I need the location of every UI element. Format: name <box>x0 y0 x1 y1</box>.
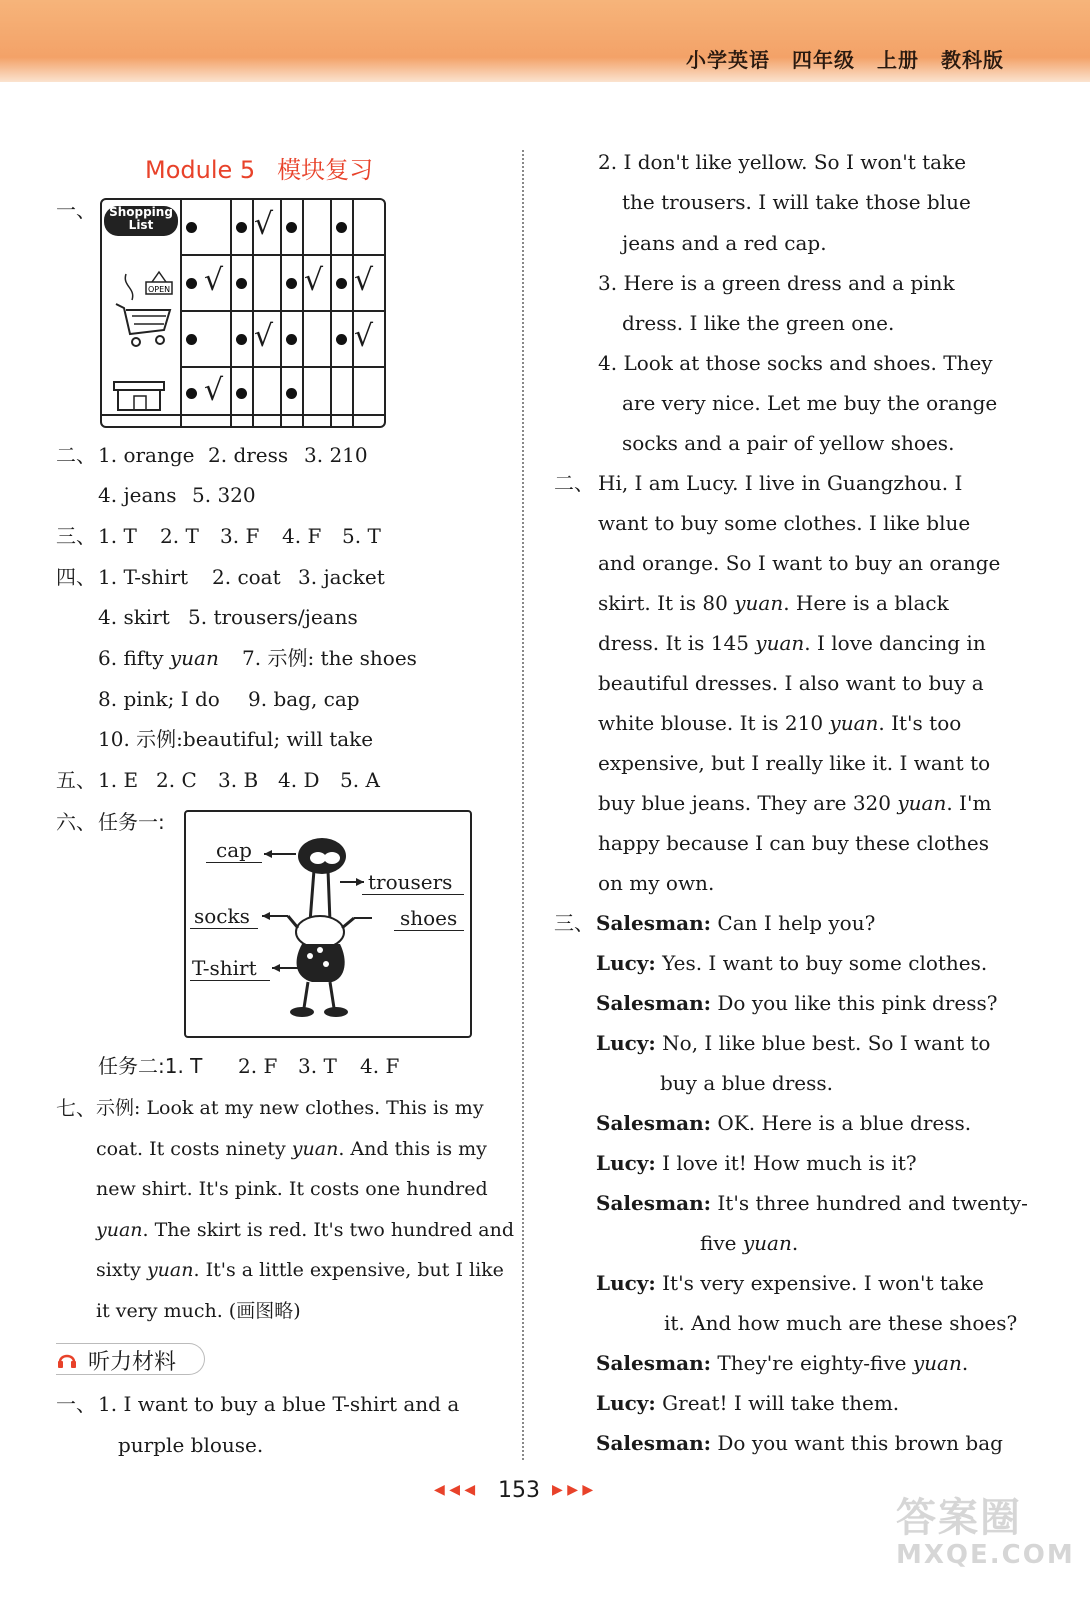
answer: 5. A <box>340 768 380 792</box>
speaker: Salesman: <box>596 1191 712 1215</box>
shopping-grid <box>100 198 386 428</box>
answer: 2. F <box>238 1054 278 1078</box>
speaker: Salesman: <box>596 1111 712 1135</box>
clothes-diagram <box>184 810 472 1038</box>
dot <box>286 334 297 345</box>
listening-section-2-label: 二、 <box>554 471 594 495</box>
dialog-text: OK. Here is a blue dress. <box>717 1111 972 1135</box>
listening-line: purple blouse. <box>118 1433 264 1457</box>
watermark-url: MXQE.COM <box>896 1540 1075 1570</box>
answer-text: 6. fifty <box>98 646 170 670</box>
passage-line <box>598 591 949 615</box>
answer: 1. orange <box>98 443 195 467</box>
passage-text: . I'm <box>946 791 992 815</box>
page-title <box>145 150 373 185</box>
dot <box>186 334 197 345</box>
essay-line: new shirt. It's pink. It costs one hundred <box>96 1178 488 1200</box>
section-7-label: 七、 <box>56 1096 96 1120</box>
listening-line: dress. I like the green one. <box>622 311 895 335</box>
passage-text: white blouse. It is 210 <box>598 711 830 735</box>
essay-line: it very much. (画图略) <box>96 1300 301 1322</box>
dot <box>236 388 247 399</box>
check-mark: √ <box>204 373 224 408</box>
label-shoes: shoes <box>400 906 458 930</box>
answer: 4. D <box>278 768 320 792</box>
dot <box>236 222 247 233</box>
dialog-line <box>700 1231 798 1255</box>
dialog-line <box>596 1031 990 1055</box>
passage-line <box>598 631 986 655</box>
passage-line: want to buy some clothes. I like blue <box>598 511 971 535</box>
watermark-logo: 答案圈 <box>896 1495 1022 1541</box>
section-2-label: 二、 <box>56 443 96 467</box>
answer: 1. E <box>98 768 139 792</box>
dialog-line <box>596 991 997 1015</box>
listening-line: are very nice. Let me buy the orange <box>622 391 998 415</box>
speaker: Salesman: <box>596 1431 712 1455</box>
essay-line <box>96 1218 514 1242</box>
answer: 10. 示例:beautiful; will take <box>98 727 374 751</box>
essay-line <box>96 1137 487 1161</box>
yuan-italic: yuan <box>742 1231 792 1255</box>
headphones-icon <box>56 1348 78 1370</box>
listening-header <box>56 1343 205 1375</box>
dialog-text: Do you want this brown bag <box>717 1431 1003 1455</box>
passage-line <box>598 711 961 735</box>
answer: 3. B <box>218 768 259 792</box>
essay-text: . It's a little expensive, but I like <box>193 1259 504 1281</box>
dot <box>236 334 247 345</box>
passage-line: happy because I can buy these clothes <box>598 831 989 855</box>
yuan-italic: yuan <box>912 1351 962 1375</box>
dialog-text: five <box>700 1231 743 1255</box>
answer: 3. F <box>220 524 260 548</box>
answer: 5. 320 <box>192 483 256 507</box>
dialog-text: I love it! How much is it? <box>662 1151 917 1175</box>
label-tshirt: T-shirt <box>192 956 257 980</box>
dialog-line: buy a blue dress. <box>660 1071 833 1095</box>
section-4-label: 四、 <box>56 565 96 589</box>
answer: 4. F <box>360 1054 400 1078</box>
answer: 2. T <box>160 524 199 548</box>
module-subtitle: 模块复习 <box>277 156 374 184</box>
listening-section-1-label: 一、 <box>56 1392 96 1416</box>
speaker: Lucy: <box>596 1391 656 1415</box>
section-6-label: 六、 <box>56 810 96 834</box>
passage-text: skirt. It is 80 <box>598 591 735 615</box>
dot <box>286 222 297 233</box>
shopping-cart-icon <box>106 264 178 356</box>
dialog-line: it. And how much are these shoes? <box>664 1311 1018 1335</box>
section-3-label: 三、 <box>56 524 96 548</box>
passage-line: on my own. <box>598 871 715 895</box>
right-arrows-icon: ▶ ▶ ▶ <box>552 1482 594 1498</box>
listening-line: 1. I want to buy a blue T-shirt and a <box>98 1392 460 1416</box>
check-mark: √ <box>354 319 374 354</box>
listening-line: 4. Look at those socks and shoes. They <box>598 351 993 375</box>
answer: 4. skirt <box>98 605 170 629</box>
dot <box>186 222 197 233</box>
dialog-text: Do you like this pink dress? <box>717 991 998 1015</box>
edition: 教科版 <box>941 48 1004 72</box>
essay-line <box>96 1258 504 1282</box>
dialog-line <box>596 951 987 975</box>
check-mark: √ <box>254 207 274 242</box>
dialog-line <box>596 1151 917 1175</box>
badge-line2: List <box>128 218 154 232</box>
dialog-line <box>596 1431 1003 1455</box>
speaker: Lucy: <box>596 1151 656 1175</box>
speaker: Salesman: <box>596 1351 712 1375</box>
listening-title: 听力材料 <box>88 1350 177 1375</box>
label-socks: socks <box>194 904 250 928</box>
speaker: Salesman: <box>596 911 712 935</box>
module-name: Module 5 <box>145 156 256 184</box>
volume: 上册 <box>877 48 919 72</box>
yuan-italic: yuan <box>96 1219 143 1241</box>
check-mark: √ <box>354 263 374 298</box>
header-banner <box>0 0 1090 82</box>
answer: 9. bag, cap <box>248 687 360 711</box>
answer: 1. T <box>98 524 137 548</box>
answer: 2. dress <box>208 443 289 467</box>
dialog-text: Yes. I want to buy some clothes. <box>662 951 988 975</box>
dot <box>236 278 247 289</box>
dialog-line <box>596 1191 1028 1215</box>
yuan-italic: yuan <box>755 631 805 655</box>
listening-line: socks and a pair of yellow shoes. <box>622 431 955 455</box>
essay-text: coat. It costs ninety <box>96 1138 292 1160</box>
speaker: Lucy: <box>596 1031 656 1055</box>
speaker: Salesman: <box>596 991 712 1015</box>
answer: 2. coat <box>212 565 281 589</box>
page-number: 153 <box>498 1478 540 1503</box>
listening-line: jeans and a red cap. <box>622 231 827 255</box>
answer: 4. F <box>282 524 322 548</box>
grade: 四年级 <box>792 48 855 72</box>
bird-character-icon <box>262 832 372 1022</box>
dot <box>336 222 347 233</box>
dialog-text: Can I help you? <box>717 911 876 935</box>
dialog-line <box>596 911 875 935</box>
task-2-label: 任务二:1. T <box>98 1054 203 1078</box>
dot <box>286 388 297 399</box>
column-divider <box>522 150 524 1460</box>
listening-line: the trousers. I will take those blue <box>622 190 971 214</box>
passage-line: beautiful dresses. I also want to buy a <box>598 671 984 695</box>
yuan-italic: yuan <box>146 1259 194 1281</box>
period: . <box>791 1231 799 1255</box>
dialog-text: No, I like blue best. So I want to <box>662 1031 991 1055</box>
answer: 2. C <box>156 768 197 792</box>
book-title <box>664 44 1004 73</box>
passage-line: expensive, but I really like it. I want to <box>598 751 991 775</box>
dialog-text: Great! I will take them. <box>662 1391 900 1415</box>
dialog-text: It's three hundred and twenty- <box>717 1191 1028 1215</box>
answer: 7. 示例: the shoes <box>242 646 417 670</box>
passage-line <box>598 791 991 815</box>
shop-icon <box>108 376 174 412</box>
speaker: Lucy: <box>596 1271 656 1295</box>
yuan-italic: yuan <box>897 791 947 815</box>
section-5-label: 五、 <box>56 768 96 792</box>
passage-line: Hi, I am Lucy. I live in Guangzhou. I <box>598 471 963 495</box>
period: . <box>961 1351 969 1375</box>
dialog-line <box>596 1351 968 1375</box>
essay-text: . The skirt is red. It's two hundred and <box>142 1219 515 1241</box>
check-mark: √ <box>254 319 274 354</box>
listening-line: 2. I don't like yellow. So I won't take <box>598 150 967 174</box>
answer: 1. T-shirt <box>98 565 189 589</box>
label-cap: cap <box>216 838 252 862</box>
badge-line1: Shopping <box>109 205 173 219</box>
dialog-line <box>596 1391 899 1415</box>
answer: 4. jeans <box>98 483 177 507</box>
passage-text: . It's too <box>878 711 962 735</box>
listening-section-3-label: 三、 <box>554 911 594 935</box>
yuan-italic: yuan <box>291 1138 339 1160</box>
dot <box>336 334 347 345</box>
essay-text: . And this is my <box>338 1138 487 1160</box>
answer: 3. jacket <box>298 565 385 589</box>
essay-text: sixty <box>96 1259 147 1281</box>
subject: 小学英语 <box>686 48 770 72</box>
answer: 3. 210 <box>304 443 368 467</box>
speaker: Lucy: <box>596 951 656 975</box>
check-mark: √ <box>204 263 224 298</box>
answer: 8. pink; I do <box>98 687 220 711</box>
passage-line: and orange. So I want to buy an orange <box>598 551 1001 575</box>
dot <box>336 278 347 289</box>
answer <box>98 646 219 670</box>
passage-text: buy blue jeans. They are 320 <box>598 791 898 815</box>
dialog-text: It's very expensive. I won't take <box>662 1271 984 1295</box>
dialog-line <box>596 1271 984 1295</box>
dot <box>186 388 197 399</box>
answer: 5. trousers/jeans <box>188 605 358 629</box>
dot <box>186 278 197 289</box>
shopping-list-badge <box>104 206 178 236</box>
passage-text: . Here is a black <box>783 591 949 615</box>
listening-line: 3. Here is a green dress and a pink <box>598 271 955 295</box>
check-mark: √ <box>304 263 324 298</box>
open-sign-text: OPEN <box>148 285 171 294</box>
section-1-label: 一、 <box>56 198 96 222</box>
dialog-text: They're eighty-five <box>717 1351 913 1375</box>
answer: 5. T <box>342 524 381 548</box>
yuan-italic: yuan <box>829 711 879 735</box>
yuan-italic: yuan <box>734 591 784 615</box>
essay-line: 示例: Look at my new clothes. This is my <box>96 1097 484 1119</box>
label-trousers: trousers <box>368 870 453 894</box>
answer: 3. T <box>298 1054 337 1078</box>
dialog-line <box>596 1111 971 1135</box>
passage-text: . I love dancing in <box>804 631 986 655</box>
task-1-label: 任务一: <box>98 810 165 834</box>
dot <box>286 278 297 289</box>
yuan-italic: yuan <box>169 646 219 670</box>
left-arrows-icon: ◀ ◀ ◀ <box>434 1482 476 1498</box>
passage-text: dress. It is 145 <box>598 631 756 655</box>
